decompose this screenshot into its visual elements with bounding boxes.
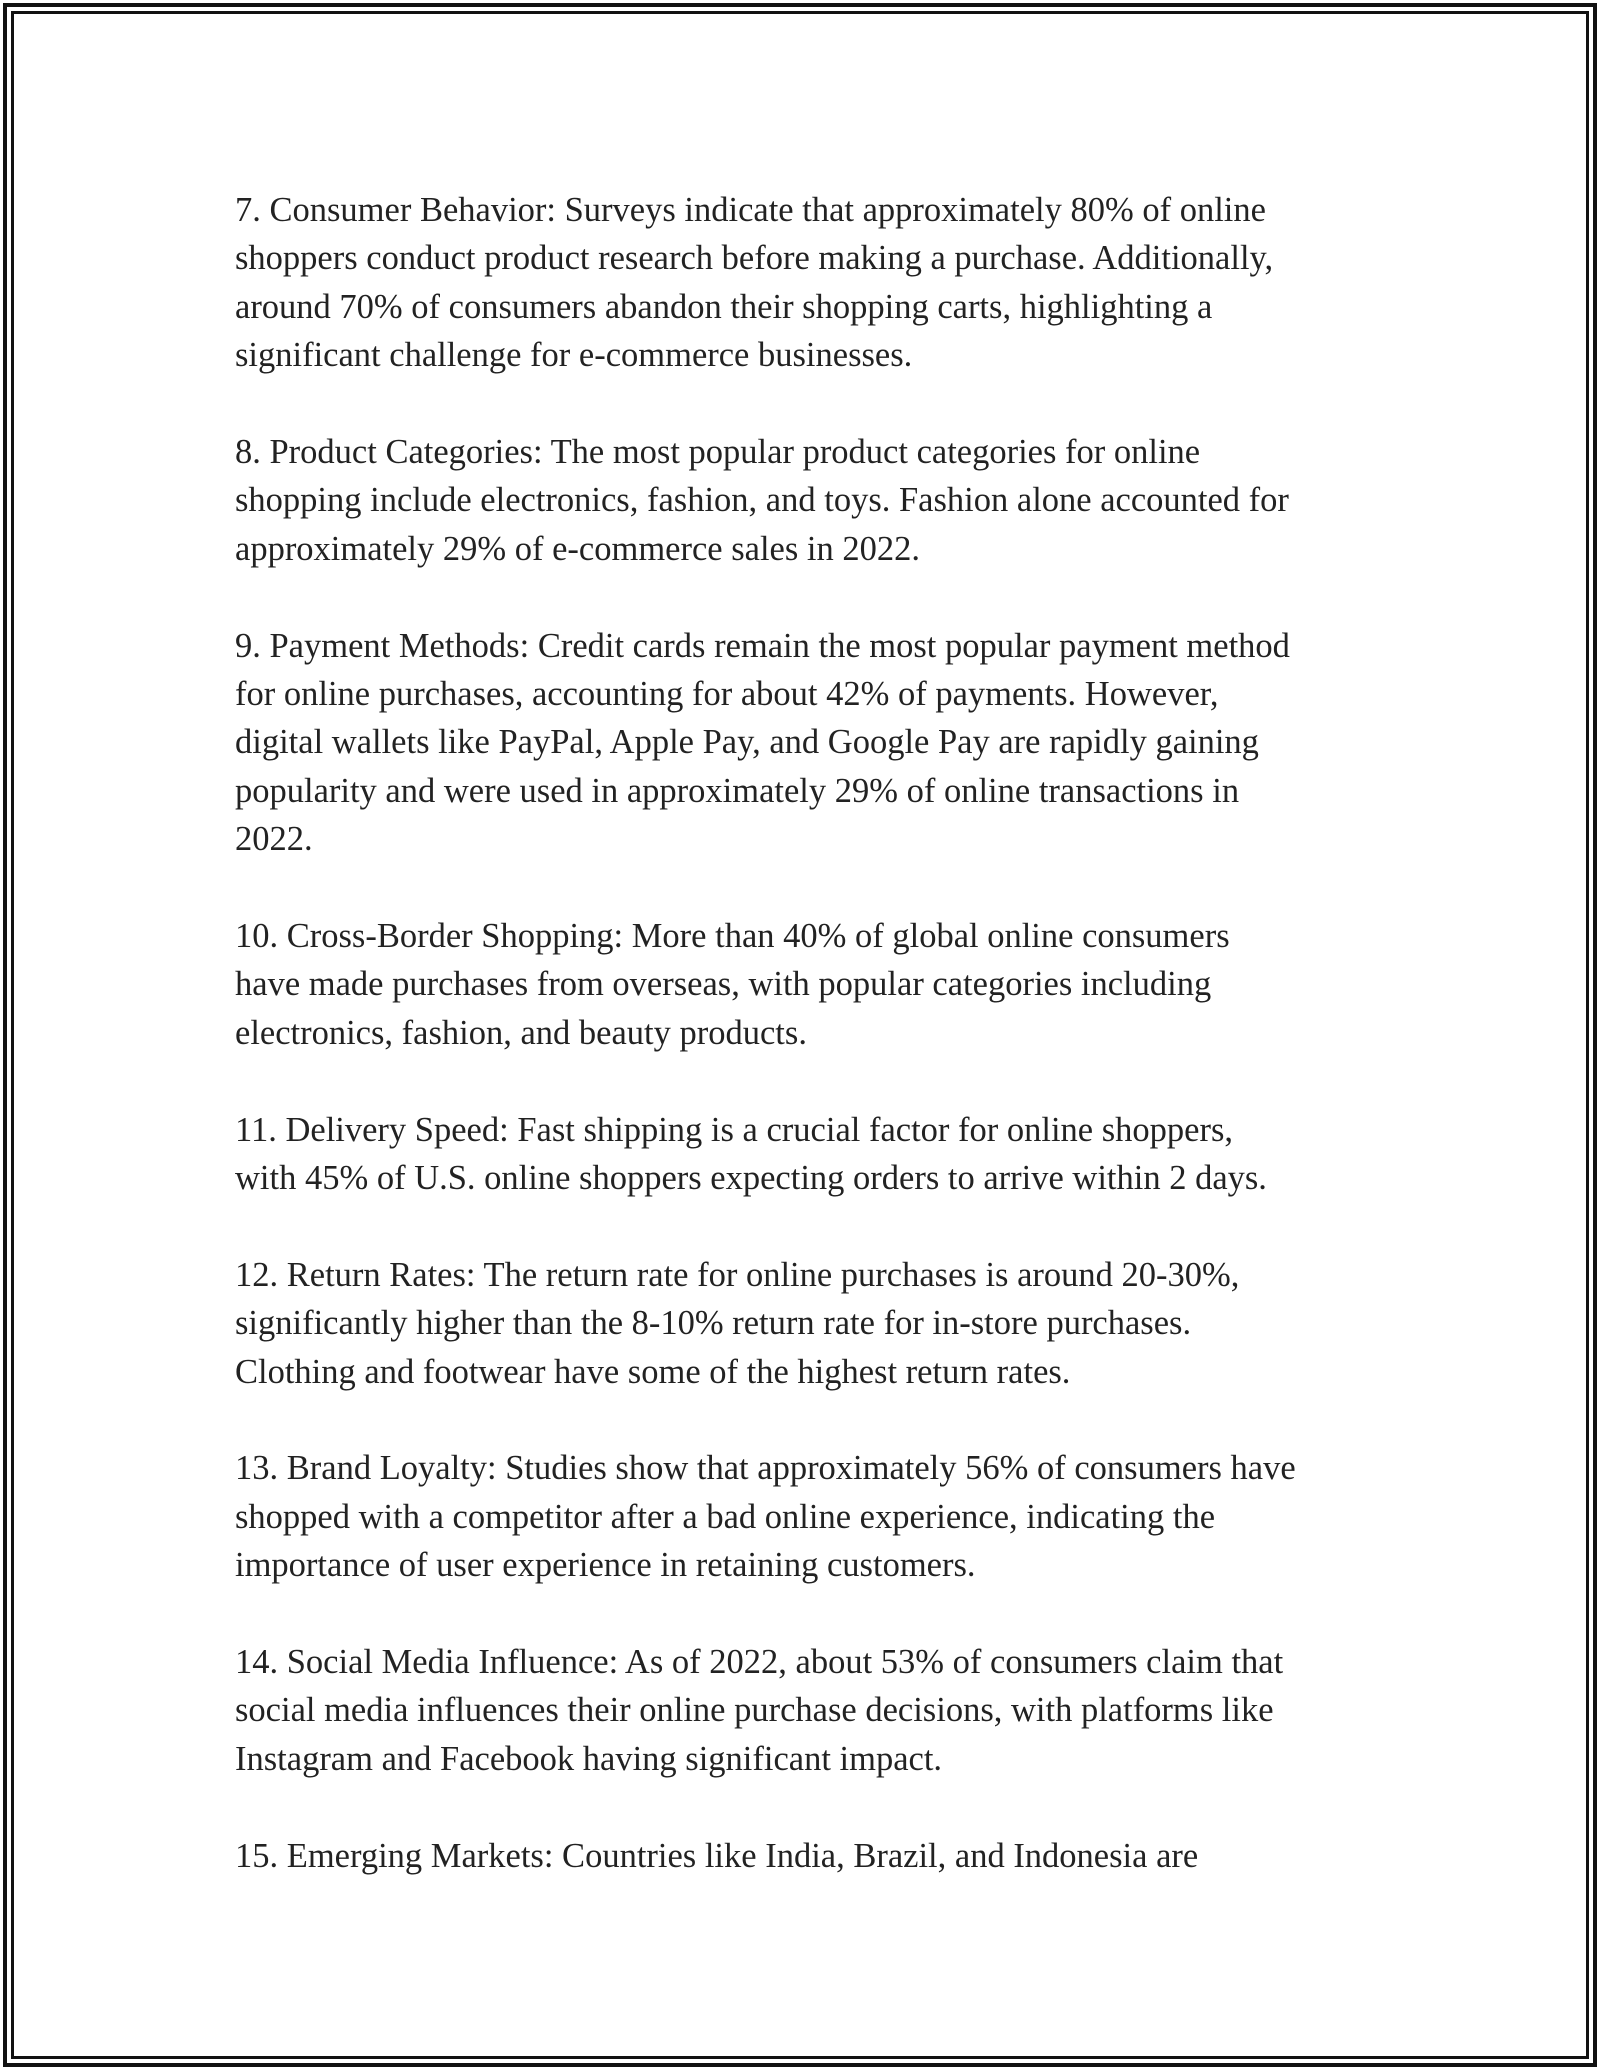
paragraph-delivery-speed: 11. Delivery Speed: Fast shipping is a crucial factor for online shoppers, with 45% of U.S. online shoppers expecting orders to arrive within 2 days. [235,1110,1267,1198]
paragraph-emerging-markets: 15. Emerging Markets: Countries like India, Brazil, and Indonesia are [235,1836,1199,1875]
paragraph-product-categories: 8. Product Categories: The most popular product categories for online shopping include electronics, fashion, and toys. Fashion alone accounted for approximately 29% of e-commerce sales in 2022. [235,433,1289,568]
paragraph-payment-methods: 9. Payment Methods: Credit cards remain the most popular payment method for online purchases, accounting for about 42% of payments. However, digital wallets like PayPal, Apple Pay, and Google Pay are rapidly gaining popularity and were used in approximately 29% of online transactions in 2022. [235,626,1290,859]
paragraph-consumer-behavior: 7. Consumer Behavior: Surveys indicate that approximately 80% of online shoppers conduct product research before making a purchase. Additionally, around 70% of consumers abandon their shopping carts, highlighting a significant challenge for e-commerce businesses. [235,191,1274,375]
document-body [235,186,1375,1928]
paragraph-return-rates: 12. Return Rates: The return rate for online purchases is around 20-30%, significantly higher than the 8-10% return rate for in-store purchases. Clothing and footwear have some of the highest return rates. [235,1255,1240,1391]
paragraph-cross-border-shopping: 10. Cross-Border Shopping: More than 40% of global online consumers have made purchases from overseas, with popular categories including electronics, fashion, and beauty products. [235,917,1230,1052]
paragraph-brand-loyalty: 13. Brand Loyalty: Studies show that approximately 56% of consumers have shopped with a competitor after a bad online experience, indicating the importance of user experience in retaining customers. [235,1449,1296,1585]
paragraph-social-media-influence: 14. Social Media Influence: As of 2022, about 53% of consumers claim that social media influences their online purchase decisions, with platforms like Instagram and Facebook having significant impact. [235,1643,1284,1778]
